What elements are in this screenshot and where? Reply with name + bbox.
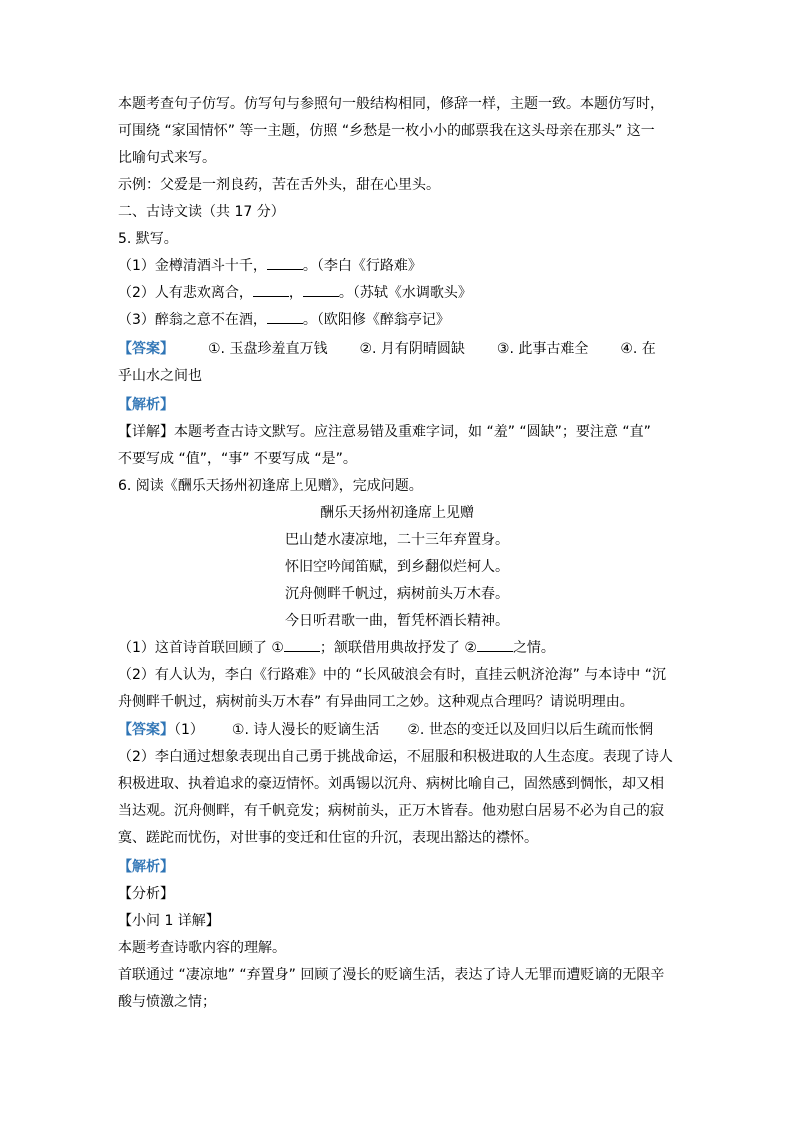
text-line: 当达观。沉舟侧畔，有千帆竞发；病树前头，正万木皆春。他劝慰白居易不必为自己的寂 (118, 803, 664, 819)
text-line: 可围绕 “家国情怀” 等一主题，仿照 “乡愁是一枚小小的邮票我在这头母亲在那头” 这一 (118, 123, 655, 139)
answer-item: ①. 诗人漫长的贬谪生活 (231, 722, 380, 738)
poem-title: 酬乐天扬州初逢席上见赠 (320, 505, 474, 521)
poem-line: 沉舟侧畔千帆过，病树前头万木春。 (285, 586, 509, 602)
sub-question-heading: 【小问 1 详解】 (118, 913, 220, 929)
q5-1-source: 。（李白《行路难》 (302, 258, 422, 274)
question-6-1 (118, 638, 555, 658)
q6-1-text: （1）这首诗首联回顾了 ① (118, 640, 284, 656)
answer-blank (284, 639, 320, 652)
section-heading: 二、古诗文读（共 17 分） (118, 204, 285, 220)
answer-blank (267, 311, 303, 324)
answer-tag: 【答案】 (118, 722, 174, 738)
q5-2-text: （2）人有悲欢离合， (118, 285, 253, 301)
question-6-heading: 6. 阅读《酬乐天扬州初逢席上见赠》，完成问题。 (118, 478, 423, 494)
answer-item: ②. 世态的变迁以及回归以后生疏而怅惘 (407, 722, 653, 738)
text-line: 寞、蹉跎而忧伤，对世事的变迁和仕宦的升沉，表现出豁达的襟怀。 (118, 830, 538, 846)
q5-3-text: （3）醉翁之意不在酒， (118, 312, 267, 328)
question-5-2 (118, 283, 472, 303)
question-6-answer (118, 720, 653, 740)
answer-item: ②. 月有阴晴圆缺 (359, 341, 465, 357)
text-line: 本题考查句子仿写。仿写句与参照句一般结构相同，修辞一样，主题一致。本题仿写时， (118, 96, 664, 112)
detail-text: 本题考查古诗文默写。应注意易错及重难字词，如 “羞” “圆缺”；要注意 “直” (174, 424, 651, 440)
text-line: 比喻句式来写。 (118, 150, 216, 166)
answer-blank (267, 257, 303, 270)
answer-blank (253, 284, 289, 297)
q6-1-text: ；颔联借用典故抒发了 ② (319, 640, 477, 656)
poem-line: 今日听君歌一曲，暂凭杯酒长精神。 (285, 613, 509, 629)
question-5-answer (118, 339, 656, 359)
question-5-heading: 5. 默写。 (118, 231, 178, 247)
analysis-subheading: 【分析】 (118, 886, 174, 902)
example-line: 示例：父爱是一剂良药，苦在舌外头，甜在心里头。 (118, 177, 440, 193)
answer-item: ③. 此事古难全 (496, 341, 589, 357)
analysis-tag: 【解析】 (118, 397, 174, 413)
text-line: （2）李白通过想象表现出自己勇于挑战命运，不屈服和积极进取的人生态度。表现了诗人 (118, 749, 673, 765)
analysis-tag: 【解析】 (118, 859, 174, 875)
text-line: 首联通过 “凄凉地” “弃置身” 回顾了漫长的贬谪生活，表达了诗人无罪而遭贬谪的无限辛 (118, 967, 665, 983)
answer-continuation: 乎山水之间也 (118, 368, 202, 384)
detail-line (118, 422, 651, 442)
answer-item: ④. 在 (620, 341, 656, 357)
detail-tag: 【详解】 (118, 424, 174, 440)
text-line: 本题考查诗歌内容的理解。 (118, 940, 286, 956)
q5-3-source: 。（欧阳修《醉翁亭记》 (302, 312, 450, 328)
q6-1-text: 之情。 (512, 640, 555, 656)
text-line: 酸与愤激之情； (118, 994, 216, 1010)
answer-tag: 【答案】 (118, 341, 174, 357)
poem-line: 怀旧空吟闻笛赋，到乡翻似烂柯人。 (285, 559, 509, 575)
q5-2-source: 。（苏轼《水调歌头》 (338, 285, 472, 301)
answer-item: ①. 玉盘珍羞直万钱 (208, 341, 328, 357)
question-5-3 (118, 310, 450, 330)
text-line: 不要写成 “值”，“事” 不要写成 “是”。 (118, 451, 357, 467)
poem-line: 巴山楚水凄凉地，二十三年弃置身。 (285, 532, 509, 548)
answer-number: （1） (174, 722, 204, 738)
q5-1-text: （1）金樽清酒斗十千， (118, 258, 267, 274)
answer-blank (477, 639, 513, 652)
answer-blank (303, 284, 339, 297)
question-5-1 (118, 256, 422, 276)
question-6-2: （2）有人认为，李白《行路难》中的 “长风破浪会有时，直挂云帆济沧海” 与本诗中 “沉 (118, 667, 667, 683)
text-line: 积极进取、执着追求的豪迈情怀。刘禹锡以沉舟、病树比喻自己，固然感到惆怅，却又相 (118, 776, 664, 792)
text-line: 舟侧畔千帆过，病树前头万木春” 有异曲同工之妙。这种观点合理吗？请说明理由。 (118, 694, 634, 710)
q5-2-sep: ， (288, 285, 303, 301)
